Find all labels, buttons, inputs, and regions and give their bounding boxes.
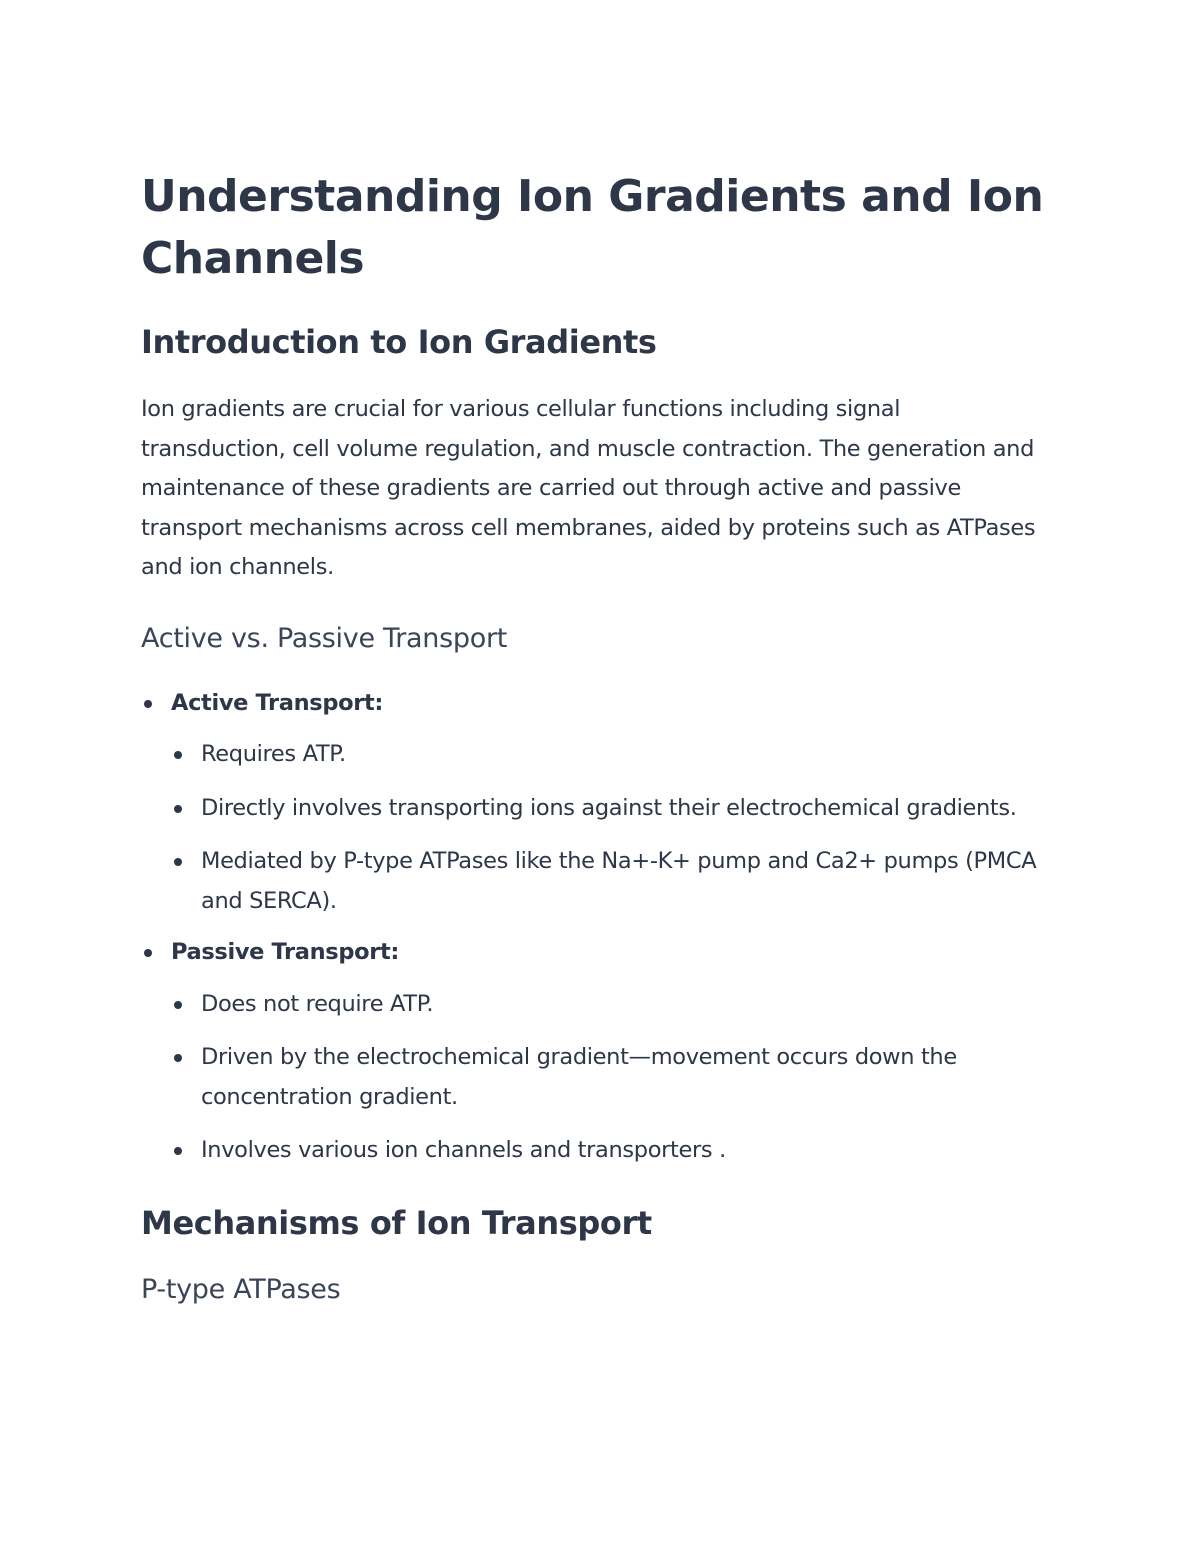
- passive-transport-sublist: [171, 985, 1050, 1171]
- list-item-text: Mediated by P-type ATPases like the Na+-K+ pump and Ca2+ pumps (PMCA and SERCA).: [201, 848, 1037, 914]
- transport-list: [141, 684, 1050, 1171]
- list-item-text: Does not require ATP.: [201, 990, 434, 1017]
- list-item: [171, 985, 1050, 1025]
- list-item: [171, 789, 1050, 829]
- list-item: [171, 842, 1050, 921]
- intro-paragraph: Ion gradients are crucial for various cellular functions including signal transduction, cell volume regulation, and muscle contraction. The generation and maintenance of these gradients are carried out through active and passive transport mechanisms across cell membranes, aided by proteins such as ATPases and ion channels.: [141, 396, 1036, 580]
- list-item-text: Driven by the electrochemical gradient—movement occurs down the concentration gradient.: [201, 1044, 957, 1110]
- list-item: [171, 1038, 1050, 1117]
- bullet-icon: [174, 1054, 182, 1062]
- section-heading-introduction: Introduction to Ion Gradients: [141, 323, 657, 361]
- bullet-icon: [174, 1001, 182, 1009]
- section-heading-mechanisms: Mechanisms of Ion Transport: [141, 1203, 652, 1242]
- bullet-icon: [144, 700, 152, 708]
- list-item-passive-transport: [141, 933, 1050, 1171]
- bullet-icon: [174, 1147, 182, 1155]
- list-item: [171, 735, 1050, 775]
- bullet-icon: [174, 751, 182, 759]
- list-item-label: Passive Transport:: [171, 939, 400, 965]
- subheading-p-type-atpases: P-type ATPases: [141, 1273, 341, 1305]
- list-item-text: Directly involves transporting ions against their electrochemical gradients.: [201, 794, 1017, 821]
- subheading-active-vs-passive: Active vs. Passive Transport: [141, 622, 508, 654]
- document-title: Understanding Ion Gradients and Ion Channels: [141, 171, 1044, 284]
- list-item-text: Requires ATP.: [201, 741, 346, 767]
- bullet-icon: [174, 858, 182, 866]
- list-item-label: Active Transport:: [171, 689, 384, 716]
- list-item-active-transport: [141, 684, 1050, 922]
- list-item: [171, 1131, 1050, 1171]
- bullet-icon: [174, 805, 182, 813]
- bullet-icon: [144, 949, 152, 957]
- active-transport-sublist: [171, 735, 1050, 921]
- list-item-text: Involves various ion channels and transporters .: [201, 1137, 726, 1163]
